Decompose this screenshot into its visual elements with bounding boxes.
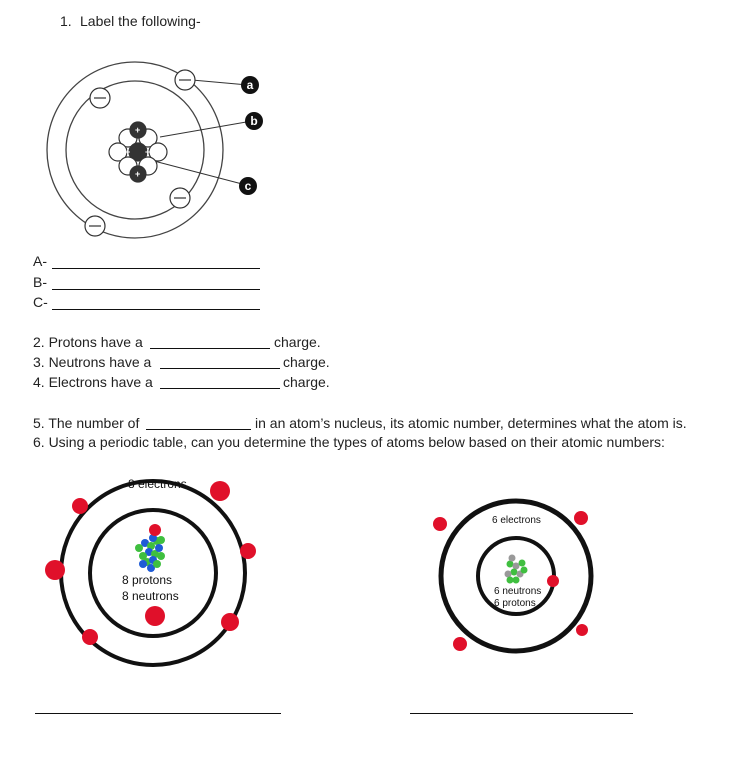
q1-text: Label the following- bbox=[80, 13, 201, 29]
nucleus-right bbox=[505, 555, 528, 584]
answer-line-a[interactable] bbox=[52, 268, 260, 269]
left-electrons-label: 8 electrons bbox=[128, 477, 187, 491]
callout-b-label: b bbox=[250, 114, 258, 128]
answer-line-b[interactable] bbox=[52, 289, 260, 290]
answer-line-c[interactable] bbox=[52, 309, 260, 310]
answer-line-left-atom[interactable] bbox=[35, 713, 281, 714]
q5-text: 5. The number of bbox=[33, 415, 140, 431]
callout-a-label: a bbox=[246, 78, 254, 92]
right-electrons-label: 6 electrons bbox=[492, 515, 541, 526]
svg-text:+: + bbox=[135, 169, 141, 179]
label-a: A- bbox=[33, 253, 47, 269]
q2-text: 2. Protons have a bbox=[33, 334, 143, 350]
nucleus-left bbox=[135, 534, 165, 572]
q1-number: 1. bbox=[60, 13, 72, 29]
callout-c bbox=[239, 177, 257, 195]
q3-suffix: charge. bbox=[283, 354, 330, 370]
right-neutrons-label: 6 neutrons bbox=[494, 586, 542, 597]
electron-top-right bbox=[175, 70, 195, 90]
label-b: B- bbox=[33, 274, 47, 290]
q5-blank[interactable] bbox=[146, 429, 251, 430]
electron-right bbox=[170, 188, 190, 208]
answer-line-right-atom[interactable] bbox=[410, 713, 633, 714]
svg-text:+: + bbox=[125, 147, 131, 157]
atom-structure-diagram bbox=[40, 60, 280, 250]
label-c: C- bbox=[33, 294, 48, 310]
left-protons-label: 8 protons bbox=[122, 573, 173, 587]
callout-c-label: c bbox=[244, 179, 252, 193]
callout-b bbox=[245, 112, 263, 130]
svg-text:+: + bbox=[135, 125, 141, 135]
left-neutrons-label: 8 neutrons bbox=[122, 589, 179, 603]
q3-blank[interactable] bbox=[160, 368, 280, 369]
q4-suffix: charge. bbox=[283, 374, 330, 390]
q2-suffix: charge. bbox=[274, 334, 321, 350]
q5-suffix: in an atom’s nucleus, its atomic number, determines what the atom is. bbox=[255, 415, 687, 431]
q2-blank[interactable] bbox=[150, 348, 270, 349]
q4-blank[interactable] bbox=[160, 388, 280, 389]
electron-bottom-left bbox=[85, 216, 105, 236]
callout-a bbox=[241, 76, 259, 94]
electron-top-left bbox=[90, 88, 110, 108]
atom-diagram-right bbox=[430, 488, 610, 668]
right-protons-label: 6 protons bbox=[494, 598, 536, 609]
q6-text: 6. Using a periodic table, can you determine the types of atoms below based on their atomic numbers: bbox=[33, 434, 665, 450]
atom-diagram-left bbox=[35, 468, 270, 673]
svg-text:+: + bbox=[145, 147, 151, 157]
q4-text: 4. Electrons have a bbox=[33, 374, 153, 390]
q3-text: 3. Neutrons have a bbox=[33, 354, 152, 370]
